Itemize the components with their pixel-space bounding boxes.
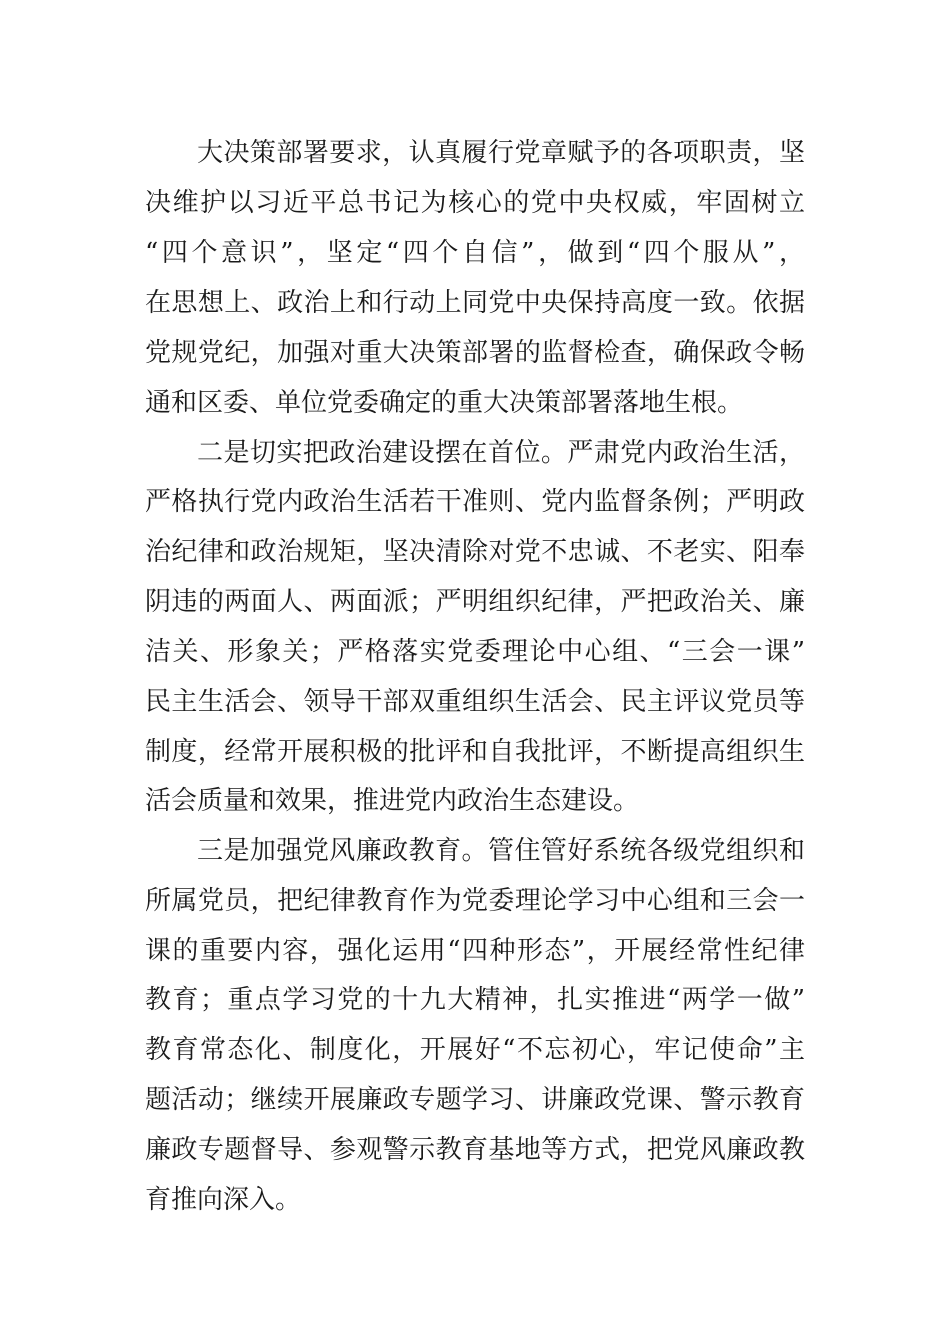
paragraph-line: 教育；重点学习党的十九大精神，扎实推进“两学一做” [145,985,805,1015]
paragraph-line: 洁关、形象关；严格落实党委理论中心组、“三会一课” [145,637,805,667]
paragraph-line: 活会质量和效果，推进党内政治生态建设。 [145,786,640,816]
paragraph-line: 三是加强党风廉政教育。管住管好系统各级党组织和 [197,836,805,866]
paragraph-line: 制度，经常开展积极的批评和自我批评，不断提高组织生 [145,737,805,767]
paragraph-line: “四个意识”，坚定“四个自信”，做到“四个服从”， [145,238,805,268]
paragraph-line: 二是切实把政治建设摆在首位。严肃党内政治生活， [197,438,805,468]
paragraph-line: 在思想上、政治上和行动上同党中央保持高度一致。依据 [145,288,805,318]
paragraph-line: 大决策部署要求，认真履行党章赋予的各项职责，坚 [197,138,805,168]
paragraph-line: 课的重要内容，强化运用“四种形态”，开展经常性纪律 [145,936,805,966]
paragraph-line: 严格执行党内政治生活若干准则、党内监督条例；严明政 [145,487,805,517]
paragraph-line: 育推向深入。 [145,1185,302,1215]
paragraph-line: 治纪律和政治规矩，坚决清除对党不忠诚、不老实、阳奉 [145,537,805,567]
paragraph-line: 所属党员，把纪律教育作为党委理论学习中心组和三会一 [145,886,805,916]
paragraph-line: 廉政专题督导、参观警示教育基地等方式，把党风廉政教 [145,1135,805,1165]
paragraph-line: 民主生活会、领导干部双重组织生活会、民主评议党员等 [145,687,805,717]
paragraph-line: 党规党纪，加强对重大决策部署的监督检查，确保政令畅 [145,338,805,368]
paragraph-line: 教育常态化、制度化，开展好“不忘初心，牢记使命”主 [145,1035,805,1065]
paragraph-line: 题活动；继续开展廉政专题学习、讲廉政党课、警示教育 [145,1085,805,1115]
paragraph-line: 阴违的两面人、两面派；严明组织纪律，严把政治关、廉 [145,587,805,617]
paragraph-line: 决维护以习近平总书记为核心的党中央权威，牢固树立 [145,188,805,218]
paragraph-line: 通和区委、单位党委确定的重大决策部署落地生根。 [145,388,744,418]
